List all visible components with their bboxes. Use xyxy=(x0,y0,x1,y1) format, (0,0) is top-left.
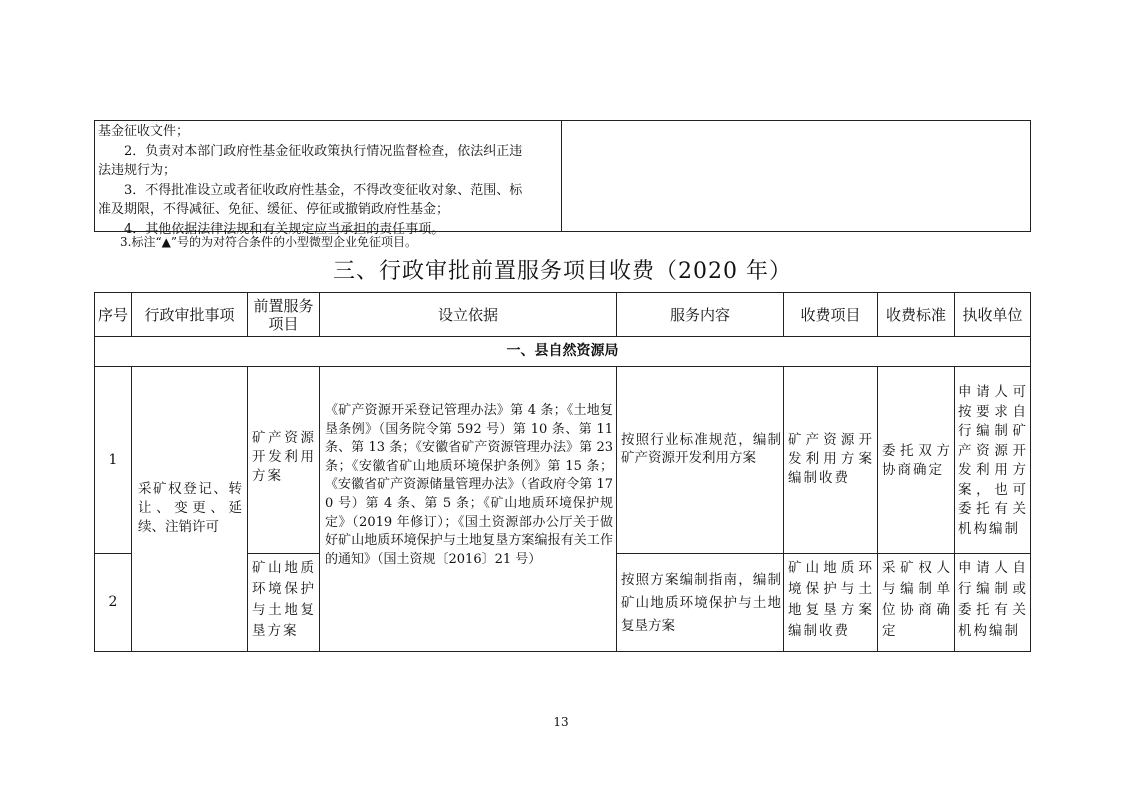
collector-cell: 申请人可按要求自行编制矿产资源开发利用方案，也可委托有关机构编制 xyxy=(958,384,1028,537)
section-title: 三、行政审批前置服务项目收费（2020 年） xyxy=(333,259,792,284)
basis-cell: 《矿产资源开采登记管理办法》第 4 条；《土地复垦条例》（国务院令第 592 号）第 10 条、第 11 条、第 13 条；《安徽省矿产资源管理办法》第 23 条；《安徽省矿山地质环境保护条例》第 15 条；《安徽省矿产资源储量管理办法》（省政府令第 170 号）第 4 条、第 5 条；《矿山地质环境保护规定》（2019 年修订）；《国土资源部办公厅关于做好矿山地质环境保护与土地复垦方案编报有关工作的通知》（国土资规〔2016〕21 号） xyxy=(325,403,613,567)
column-divider xyxy=(954,366,955,652)
header-approval-item: 行政审批事项 xyxy=(144,305,235,324)
header-basis: 设立依据 xyxy=(437,305,498,324)
page-number: 13 xyxy=(553,715,569,729)
row-divider xyxy=(94,366,1031,367)
pre-service-cell: 矿山地质环境保护与土地复垦方案 xyxy=(252,560,316,639)
continued-line: 4．其他依据法律法规和有关规定应当承担的责任事项。 xyxy=(124,221,445,237)
continued-line: 法违规行为； xyxy=(98,163,177,178)
row-seq: 2 xyxy=(108,594,118,610)
collector-cell: 申请人自行编制或委托有关机构编制 xyxy=(958,560,1028,639)
fee-item-cell: 矿山地质环境保护与土地复垦方案编制收费 xyxy=(788,560,874,639)
approval-item-cell: 采矿权登记、转让、变更、延续、注销许可 xyxy=(138,481,242,535)
fee-standard-cell: 委托双方协商确定 xyxy=(882,443,952,478)
column-divider xyxy=(319,366,320,652)
continued-table-box xyxy=(94,120,1031,237)
header-collector: 执收单位 xyxy=(962,305,1023,324)
fee-standard-cell: 采矿权人与编制单位协商确定 xyxy=(882,560,952,639)
row-divider xyxy=(616,553,1031,554)
group-title: 一、县自然资源局 xyxy=(506,343,619,359)
column-divider xyxy=(131,366,132,652)
continued-line: 准及期限，不得减征、免征、缓征、停征或撤销政府性基金； xyxy=(98,202,450,217)
footnote: 3.标注“▲”号的为对符合条件的小型微型企业免征项目。 xyxy=(120,235,417,249)
service-content-cell: 按照行业标准规范，编制矿产资源开发利用方案 xyxy=(621,432,781,466)
column-divider xyxy=(616,366,617,652)
service-content-cell: 按照方案编制指南，编制矿山地质环境保护与土地复垦方案 xyxy=(621,572,781,634)
header-fee-item: 收费项目 xyxy=(800,305,861,324)
table-border xyxy=(1030,292,1031,652)
pre-service-cell: 矿产资源开发利用方案 xyxy=(252,430,316,484)
header-service-content: 服务内容 xyxy=(669,305,730,324)
continued-line: 2．负责对本部门政府性基金征收政策执行情况监督检查，依法纠正违 xyxy=(124,143,523,159)
row-seq: 1 xyxy=(108,451,118,468)
continued-line: 3．不得批准设立或者征收政府性基金，不得改变征收对象、范围、标 xyxy=(124,182,523,198)
header-fee-standard: 收费标准 xyxy=(885,305,946,324)
header-pre-service-line1: 前置服务 xyxy=(253,296,314,315)
column-divider xyxy=(783,366,784,652)
table-border xyxy=(94,651,1031,652)
column-divider xyxy=(877,366,878,652)
continued-line: 基金征收文件； xyxy=(98,124,190,139)
header-pre-service-line2: 项目 xyxy=(268,314,299,333)
header-pre-service xyxy=(248,293,319,336)
column-divider xyxy=(247,366,248,652)
column-divider xyxy=(561,121,562,231)
header-seq: 序号 xyxy=(97,305,128,324)
fee-table xyxy=(94,292,1031,652)
fee-item-cell: 矿产资源开发利用方案编制收费 xyxy=(788,432,874,486)
row-divider xyxy=(247,553,319,554)
continued-cell-text xyxy=(98,122,560,239)
